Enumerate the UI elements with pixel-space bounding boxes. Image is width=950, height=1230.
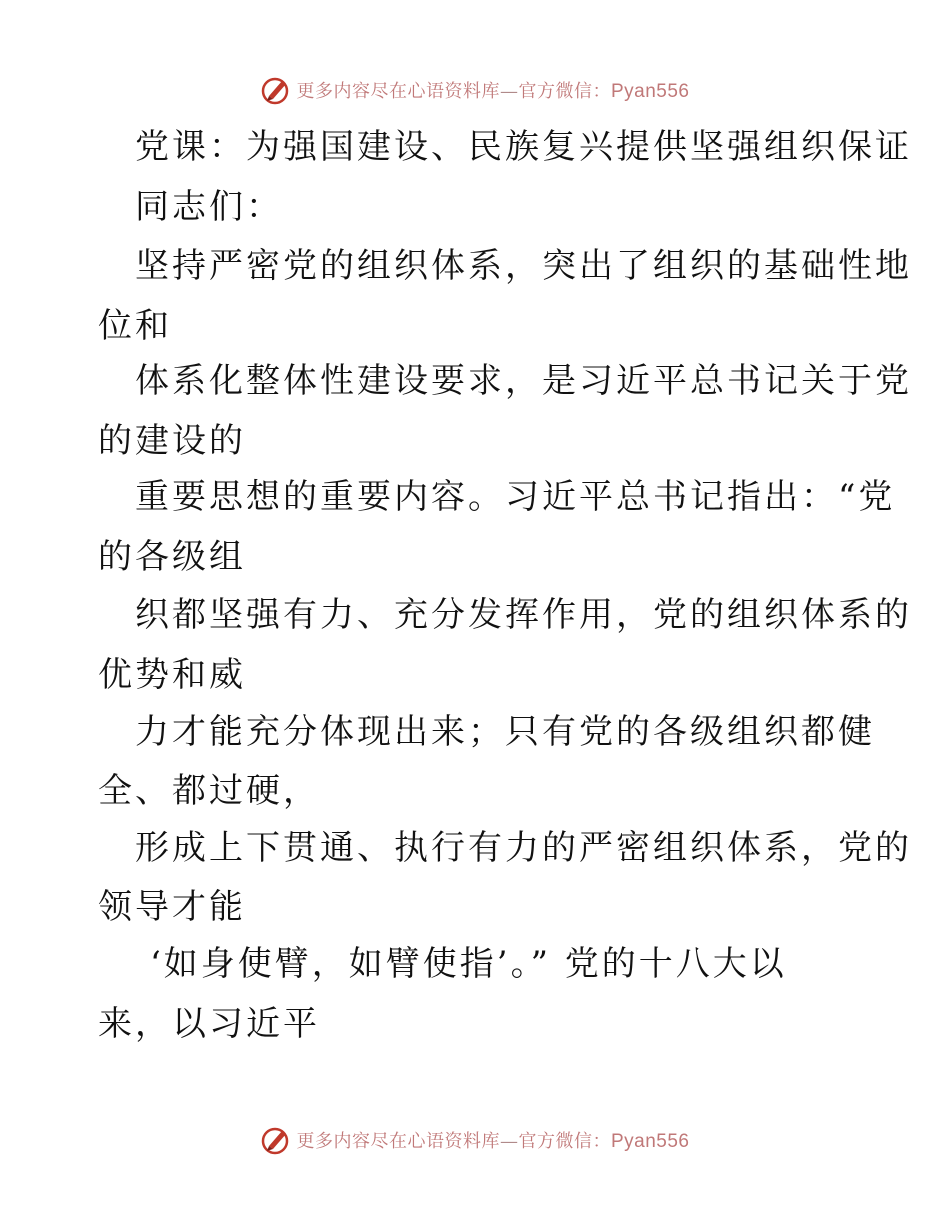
banner-text: 更多内容尽在心语资料库—官方微信：Pyan556 <box>296 1131 690 1152</box>
header-banner <box>0 72 950 108</box>
pen-logo-icon <box>260 74 292 106</box>
paragraph-line: 织都坚强有力、充分发挥作用，党的组织体系的 <box>135 595 912 635</box>
paragraph-line: ‘如身使臂，如臂使指’。” 党的十八大以 <box>150 944 787 984</box>
paragraph-line: 的各级组 <box>98 537 246 577</box>
paragraph-line: 重要思想的重要内容。习近平总书记指出：“党 <box>135 477 896 517</box>
paragraph-line: 的建设的 <box>98 421 246 461</box>
paragraph-line: 力才能充分体现出来；只有党的各级组织都健 <box>135 712 875 752</box>
paragraph-line: 坚持严密党的组织体系，突出了组织的基础性地 <box>135 246 912 286</box>
paragraph-line: 体系化整体性建设要求，是习近平总书记关于党 <box>135 361 912 401</box>
banner-text: 更多内容尽在心语资料库—官方微信：Pyan556 <box>296 81 690 102</box>
paragraph-line: 领导才能 <box>98 887 246 927</box>
paragraph-line: 位和 <box>98 306 172 346</box>
salutation: 同志们： <box>135 187 283 227</box>
paragraph-line: 优势和威 <box>98 655 246 695</box>
paragraph-line: 来，以习近平 <box>98 1004 320 1044</box>
document-title: 党课：为强国建设、民族复兴提供坚强组织保证 <box>135 127 912 167</box>
paragraph-line: 形成上下贯通、执行有力的严密组织体系，党的 <box>135 828 912 868</box>
footer-banner <box>0 1122 950 1158</box>
paragraph-line: 全、都过硬， <box>98 771 320 811</box>
pen-logo-icon <box>260 1124 292 1156</box>
